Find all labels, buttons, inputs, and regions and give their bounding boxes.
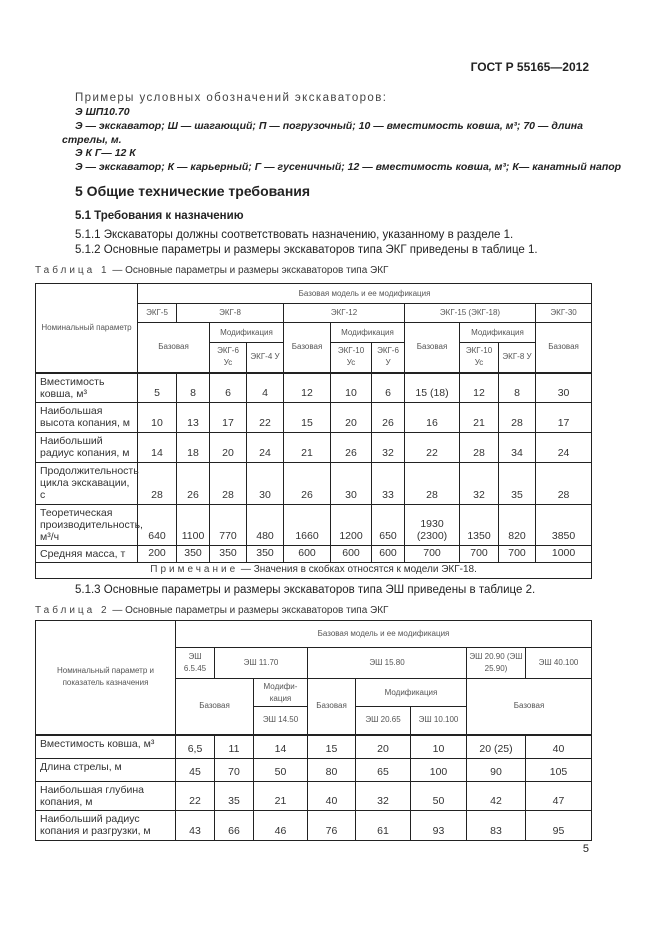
cell-value: 28 [138,462,177,504]
header-model: ЭКГ-15 (ЭКГ-18) [405,304,536,323]
cell-value: 24 [247,432,284,462]
page-number: 5 [582,843,589,855]
header-model: ЭКГ-8 [177,304,284,323]
examples-title: Примеры условных обозначений экскаваторов: [75,92,388,104]
cell-value: 1930 (2300) [405,504,460,545]
cell-value: 700 [460,545,499,562]
cell-value: 480 [247,504,284,545]
row-label: Наибольший радиус копания и разгрузки, м [36,811,176,841]
cell-value: 22 [405,432,460,462]
header-mod: Модификация [460,323,536,343]
cell-value: 20 [331,402,372,432]
cell-value: 700 [405,545,460,562]
cell-value: 6 [372,373,405,403]
cell-value: 14 [254,735,308,759]
header-param: Номинальный параметр [36,284,138,373]
cell-value: 47 [526,782,592,811]
header-model: ЭШ 15.80 [308,648,467,679]
cell-value: 18 [177,432,210,462]
table-2 [35,620,592,841]
cell-value: 46 [254,811,308,841]
header-base: Базовая [405,323,460,373]
header-mod-model: ЭКГ-8 У [499,343,536,373]
cell-value: 22 [247,402,284,432]
header-base: Базовая [176,679,254,735]
cell-value: 8 [177,373,210,403]
cell-value: 21 [254,782,308,811]
cell-value: 17 [210,402,247,432]
cell-value: 8 [499,373,536,403]
header-mod: Модификация [356,679,467,707]
cell-value: 350 [210,545,247,562]
cell-value: 95 [526,811,592,841]
cell-value: 4 [247,373,284,403]
cell-value: 17 [536,402,592,432]
cell-value: 1100 [177,504,210,545]
header-base: Базовая [308,679,356,735]
cell-value: 21 [284,432,331,462]
cell-value: 32 [356,782,411,811]
cell-value: 640 [138,504,177,545]
cell-value: 770 [210,504,247,545]
cell-value: 66 [215,811,254,841]
row-label: Вместимость ковша, м³ [36,735,176,759]
row-label: Продолжительность цикла экскавации, с [36,462,138,504]
note-label: Примечание [150,564,239,575]
cell-value: 1660 [284,504,331,545]
cell-value: 24 [536,432,592,462]
cell-value: 28 [536,462,592,504]
cell-value: 26 [284,462,331,504]
cell-value: 28 [405,462,460,504]
cell-value: 14 [138,432,177,462]
table1-caption-text: — Основные параметры и размеры экскаваторов типа ЭКГ [109,265,389,276]
cell-value: 15 (18) [405,373,460,403]
table-row [36,811,592,841]
row-label: Наибольшая глубина копания, м [36,782,176,811]
cell-value: 600 [372,545,405,562]
header-mod-model: ЭКГ-4 У [247,343,284,373]
example-desc-2: Э — экскаватор; К — карьерный; Г — гусеничный; 12 — вместимость ковша, м³; К— канатный напор [75,161,622,173]
cell-value: 20 (25) [467,735,526,759]
table-row [36,402,592,432]
cell-value: 22 [176,782,215,811]
cell-value: 42 [467,782,526,811]
cell-value: 12 [460,373,499,403]
cell-value: 80 [308,759,356,782]
cell-value: 34 [499,432,536,462]
header-model: ЭКГ-30 [536,304,592,323]
cell-value: 5 [138,373,177,403]
cell-value: 35 [215,782,254,811]
cell-value: 10 [411,735,467,759]
table-row [36,504,592,545]
header-base: Базовая [536,323,592,373]
cell-value: 28 [210,462,247,504]
cell-value: 1000 [536,545,592,562]
row-label: Длина стрелы, м [36,759,176,782]
cell-value: 40 [308,782,356,811]
table1-caption [35,265,388,276]
cell-value: 35 [499,462,536,504]
cell-value: 200 [138,545,177,562]
table2-caption [35,605,388,616]
cell-value: 20 [210,432,247,462]
header-model: ЭКГ-5 [138,304,177,323]
cell-value: 70 [215,759,254,782]
paragraph-5-1-1: 5.1.1 Экскаваторы должны соответствовать назначению, указанному в разделе 1. [75,229,514,241]
cell-value: 30 [247,462,284,504]
cell-value: 820 [499,504,536,545]
subsection-heading: 5.1 Требования к назначению [75,210,244,222]
cell-value: 12 [284,373,331,403]
cell-value: 700 [499,545,536,562]
table-1 [35,283,592,579]
cell-value: 13 [177,402,210,432]
header-group: Базовая модель и ее модификация [176,621,592,648]
cell-value: 93 [411,811,467,841]
cell-value: 83 [467,811,526,841]
example-code-1: Э ШП10.70 [75,106,130,118]
header-mod-model: ЭКГ-10 Ус [460,343,499,373]
header-mod-model: ЭШ 20.65 [356,707,411,735]
cell-value: 10 [331,373,372,403]
cell-value: 26 [177,462,210,504]
header-base: Базовая [284,323,331,373]
cell-value: 350 [247,545,284,562]
header-mod: Модифи-кация [254,679,308,707]
example-desc-1-cont: стрелы, м. [62,134,122,146]
header-base: Базовая [138,323,210,373]
cell-value: 50 [254,759,308,782]
table1-caption-label: Таблица 1 [35,265,110,276]
cell-value: 6 [210,373,247,403]
paragraph-5-1-3: 5.1.3 Основные параметры и размеры экскаваторов типа ЭШ приведены в таблице 2. [75,584,536,596]
header-model: ЭШ 11.70 [215,648,308,679]
cell-value: 28 [460,432,499,462]
table-row [36,782,592,811]
cell-value: 30 [536,373,592,403]
cell-value: 90 [467,759,526,782]
header-mod: Модификация [210,323,284,343]
table-row [36,735,592,759]
cell-value: 11 [215,735,254,759]
cell-value: 600 [331,545,372,562]
header-mod-model: ЭШ 14.50 [254,707,308,735]
cell-value: 76 [308,811,356,841]
table-row [36,432,592,462]
cell-value: 28 [499,402,536,432]
table-row [36,545,592,562]
row-label: Наибольший радиус копания, м [36,432,138,462]
cell-value: 30 [331,462,372,504]
paragraph-5-1-2: 5.1.2 Основные параметры и размеры экскаваторов типа ЭКГ приведены в таблице 1. [75,244,538,256]
note-text: — Значения в скобках относятся к модели ЭКГ-18. [238,564,477,575]
table-row [36,759,592,782]
cell-value: 16 [405,402,460,432]
table-row [36,373,592,403]
header-mod-model: ЭКГ-6 У [372,343,405,373]
section-heading: 5 Общие технические требования [75,183,311,199]
cell-value: 33 [372,462,405,504]
example-desc-1: Э — экскаватор; Ш — шагающий; П — погрузочный; 10 — вместимость ковша, м³; 70 — длина [75,120,583,132]
cell-value: 1350 [460,504,499,545]
cell-value: 20 [356,735,411,759]
cell-value: 32 [372,432,405,462]
cell-value: 43 [176,811,215,841]
cell-value: 32 [460,462,499,504]
cell-value: 600 [284,545,331,562]
header-base: Базовая [467,679,592,735]
cell-value: 50 [411,782,467,811]
cell-value: 10 [138,402,177,432]
cell-value: 1200 [331,504,372,545]
header-group: Базовая модель и ее модификация [138,284,592,304]
cell-value: 15 [284,402,331,432]
cell-value: 100 [411,759,467,782]
table-row [36,462,592,504]
example-code-2: Э К Г— 12 К [75,147,136,159]
cell-value: 21 [460,402,499,432]
cell-value: 65 [356,759,411,782]
header-model: ЭШ 40.100 [526,648,592,679]
cell-value: 40 [526,735,592,759]
header-mod-model: ЭШ 10.100 [411,707,467,735]
table2-caption-text: — Основные параметры и размеры экскаваторов типа ЭКГ [109,605,389,616]
cell-value: 105 [526,759,592,782]
cell-value: 650 [372,504,405,545]
row-label: Наибольшая высота копания, м [36,402,138,432]
row-label: Теоретическая производительность, м³/ч [36,504,138,545]
cell-value: 26 [331,432,372,462]
cell-value: 26 [372,402,405,432]
cell-value: 15 [308,735,356,759]
cell-value: 6,5 [176,735,215,759]
header-model: ЭШ 6.5.45 [176,648,215,679]
table1-note [36,562,592,578]
cell-value: 61 [356,811,411,841]
header-model: ЭШ 20.90 (ЭШ 25.90) [467,648,526,679]
header-param: Номинальный параметр и показатель казначения [36,621,176,735]
document-id: ГОСТ Р 55165—2012 [470,60,589,74]
cell-value: 3850 [536,504,592,545]
header-model: ЭКГ-12 [284,304,405,323]
cell-value: 350 [177,545,210,562]
row-label: Вместимость ковша, м³ [36,373,138,403]
row-label: Средняя масса, т [36,545,138,562]
cell-value: 45 [176,759,215,782]
header-mod: Модификация [331,323,405,343]
header-mod-model: ЭКГ-6 Ус [210,343,247,373]
table2-caption-label: Таблица 2 [35,605,110,616]
header-mod-model: ЭКГ-10 Ус [331,343,372,373]
